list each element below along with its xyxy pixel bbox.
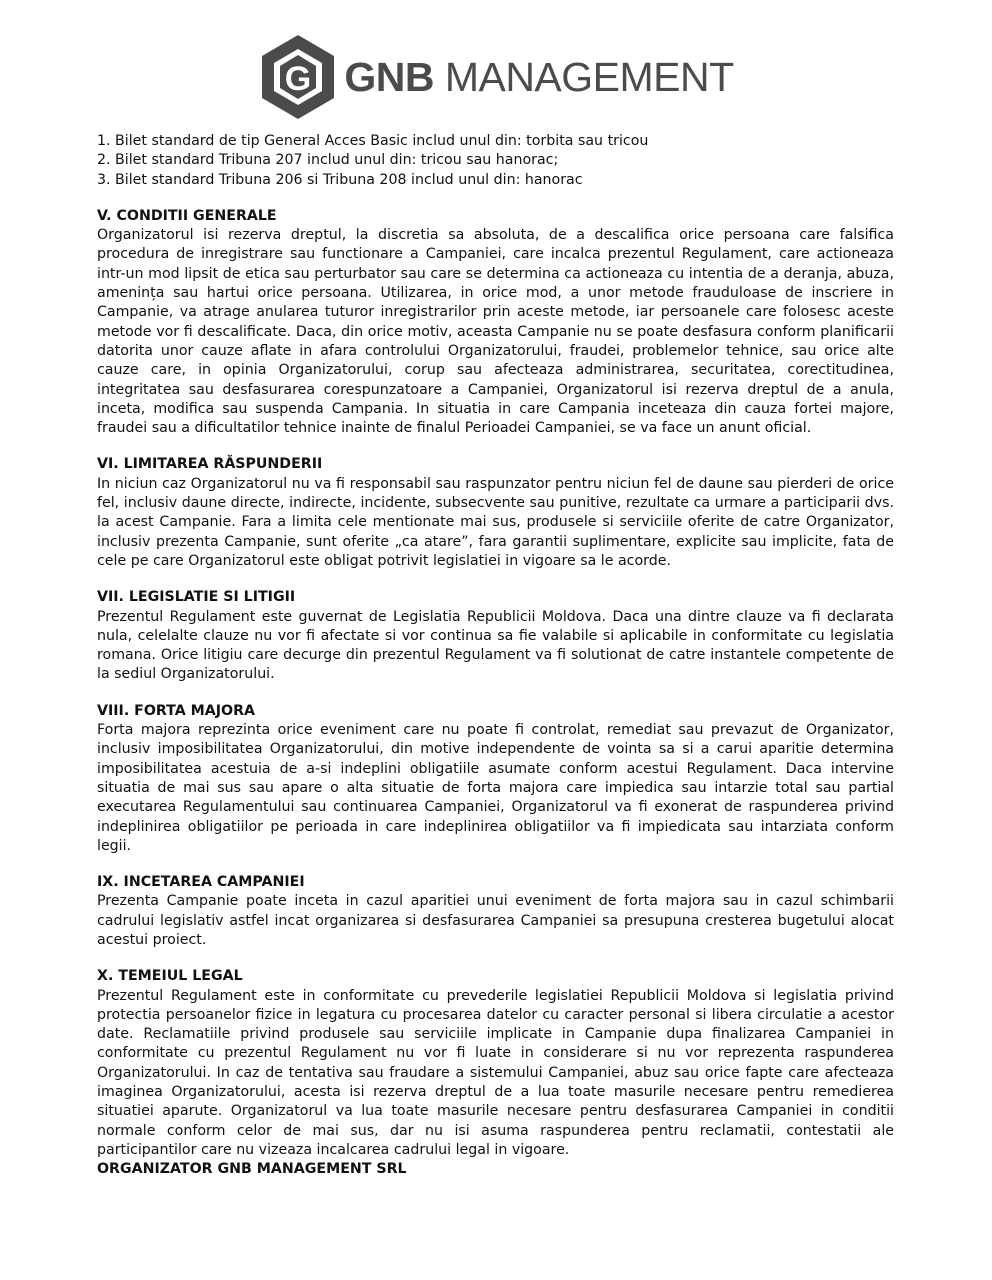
section-title: X. TEMEIUL LEGAL: [97, 968, 243, 985]
section-body: Prezenta Campanie poate inceta in cazul aparitiei unui eveniment de forta majora sau in cazul schimbarii cadrului legislativ astfel incat organizarea si desfasurarea Campaniei sa presupuna cresterea bugetului alocat acestui proiect.: [97, 893, 894, 948]
section-body: Prezentul Regulament este in conformitate cu prevederile legislatiei Republicii Moldova si legislatia privind protectia persoanelor fizice in legatura cu procesarea datelor cu caracter personal si libera circulatie a acestor date. Reclamatiile privind produsele sau serviciile implicate in Campanie dupa finalizarea Campaniei in conformitate cu prezentul Regulament nu vor fi luate in considerare si nu vor reprezenta raspunderea Organizatorului. In caz de tentativa sau fraudare a sistemului Campaniei, abuz sau orice fapte care afecteaza imaginea Organizatorului, acesta isi rezerva dreptul de a lua toate masurile necesare pentru remedierea situatiei aparute. Organizatorul va lua toate masurile necesare pentru desfasurarea Campaniei in conditii normale conform celor de mai sus, dar nu isi asuma raspunderea pentru reclamatii, contestatii ale participantilor care nu vizeaza incalcarea cadrului legal in vigoare.: [97, 987, 894, 1158]
organizer-signature: ORGANIZATOR GNB MANAGEMENT SRL: [97, 1161, 407, 1178]
section-legislatie-litigii: [97, 588, 894, 684]
ticket-list: [97, 132, 894, 190]
section-limitarea-raspunderii: [97, 455, 894, 571]
list-item: 1. Bilet standard de tip General Acces Basic includ unul din: torbita sau tricou: [97, 133, 649, 149]
hexagon-g-icon: [258, 33, 338, 121]
brand-logo: [0, 32, 992, 122]
logo-letter: G: [285, 60, 312, 98]
section-title: VI. LIMITAREA RĂSPUNDERII: [97, 456, 323, 473]
section-title: VII. LEGISLATIE SI LITIGII: [97, 589, 296, 606]
section-title: VIII. FORTA MAJORA: [97, 702, 256, 719]
brand-name-rest: MANAGEMENT: [444, 53, 734, 100]
section-title: IX. INCETAREA CAMPANIEI: [97, 874, 305, 891]
section-body: Organizatorul isi rezerva dreptul, la discretia sa absoluta, de a descalifica orice persoana care falsifica procedura de inregistrare sau functionare a Campaniei, care incalca prezentul Regulament, care actioneaza intr-un mod lipsit de etica sau perturbator sau care se determina ca actioneaza cu intentia de a deranja, abuza, amenința sau hartui orice persoana. Utilizarea, in orice mod, a unor metode frauduloase de inscriere in Campanie, va atrage anularea tuturor inregistrarilor prin aceste metode, iar persoanele care folosesc aceste metode vor fi descalificate. Daca, din orice motiv, aceasta Campanie nu se poate desfasura conform planificarii datorita unor cauze aflate in afara controlului Organizatorului, fraudei, problemelor tehnice, sau orice alte cauze care, in opinia Organizatorului, corup sau afecteaza administrarea, securitatea, corectitudinea, integritatea sau desfasurarea corespunzatoare a Campaniei, Organizatorul isi rezerva dreptul de a anula, inceta, modifica sau suspenda Campania. In situatia in care Campania inceteaza din cauza fortei majore, fraudei sau a dificultatilor tehnice inainte de finalul Perioadei Campaniei, se va face un anunt oficial.: [97, 227, 894, 437]
section-temeiul-legal: [97, 967, 894, 1160]
list-item: 2. Bilet standard Tribuna 207 includ unul din: tricou sau hanorac;: [97, 152, 559, 169]
section-forta-majora: [97, 702, 894, 856]
list-item: 3. Bilet standard Tribuna 206 si Tribuna 208 includ unul din: hanorac: [97, 171, 583, 188]
section-incetarea-campaniei: [97, 873, 894, 950]
section-body: In niciun caz Organizatorul nu va fi responsabil sau raspunzator pentru niciun fel de daune sau pierderi de orice fel, inclusiv daune directe, indirecte, incidente, subsecvente sau punitive, rezultate ca urmare a participarii dvs. la acest Campanie. Fara a limita cele mentionate mai sus, produsele si serviciile oferite de catre Organizator, inclusiv prezenta Campanie, sunt oferite „ca atare”, fara garantii suplimentare, explicite sau implicite, fata de cele pe care Organizatorul este obligat potrivit legislatiei in vigoare sa le acorde.: [97, 475, 894, 569]
section-conditii-generale: [97, 207, 894, 439]
document-body: [97, 132, 894, 1180]
brand-name-bold: GNB: [344, 53, 434, 100]
section-title: V. CONDITII GENERALE: [97, 207, 277, 224]
section-body: Forta majora reprezinta orice eveniment care nu poate fi controlat, remediat sau prevazut de Organizator, inclusiv imposibilitatea Organizatorului, din motive independente de vointa sa si a carui aparitie determina imposibilitatea acestuia de a-si indeplini obligatiile asumate conform acestui Regulament. Daca intervine situatia de mai sus sau apare o alta situatie de forta majora care impiedica sau intarzie total sau partial executarea Regulamentului sau continuarea Campaniei, Organizatorul va fi exonerat de raspunderea privind indeplinirea obligatiilor pe perioada in care indeplinirea obligatiilor va fi impiedicata sau intarziata conform legii.: [97, 722, 894, 854]
brand-wordmark: [344, 54, 733, 101]
section-body: Prezentul Regulament este guvernat de Legislatia Republicii Moldova. Daca una dintre clauze va fi declarata nula, celelalte clauze nu vor fi afectate si vor continua sa fie valabile si aplicabile in conformitate cu legislatia romana. Orice litigiu care decurge din prezentul Regulament va fi solutionat de catre instantele competente de la sediul Organizatorului.: [97, 608, 894, 683]
